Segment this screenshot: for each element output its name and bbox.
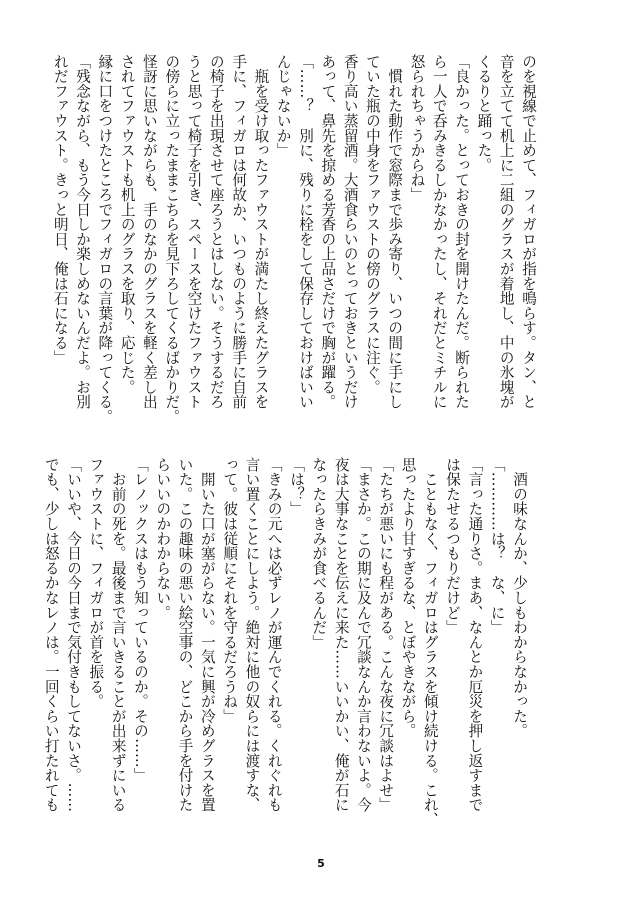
text-column: 「きみの元へは必ずレノが運んでくれる。くれぐれも xyxy=(265,457,283,813)
text-column: 「いいや、今日の今日まで気付きもしてないさ。…… xyxy=(65,457,83,813)
text-column: 「まさか。この期に及んで冗談なんか言わないよ。今 xyxy=(354,457,372,813)
text-column: でも、少しは怒るかなレノは。一回くらい打たれても xyxy=(42,457,60,813)
text-column: うと思って椅子を引き、スペースを空けたファウスト xyxy=(185,54,203,410)
text-column: ら一人で呑みきるしかなかったし、それだとミチルに xyxy=(430,54,448,410)
text-column: 「……？ 別に、残りに栓をして保存しておけばいい xyxy=(297,54,315,410)
text-column: れだファウスト。きっと明日、俺は石になる」 xyxy=(51,54,69,365)
text-column: 「…………は？ な、に」 xyxy=(488,457,506,635)
text-column: あって、鼻先を掠める芳香の上品さだけで胸が躍る。 xyxy=(319,54,337,410)
text-column: 怪訝に思いながらも、手のなかのグラスを軽く差し出 xyxy=(140,54,158,410)
text-column: らいいのかわからない。 xyxy=(154,457,172,620)
text-column: の傍らに立ったままこちらを見下ろしてくるばかりだ。 xyxy=(163,54,181,424)
text-column: こともなく、フィガロはグラスを傾け続ける。これ、 xyxy=(421,457,439,827)
text-column: 音を立てて机上に二組のグラスが着地し、中の氷塊が xyxy=(497,54,515,410)
text-column: お前の死を。最後まで言いきることが出来ずにいる xyxy=(109,457,127,813)
text-column: 「言った通りさ。まあ、なんとか厄災を押し返すまで xyxy=(466,457,484,813)
text-column: ファウストに、フィガロが首を振る。 xyxy=(87,457,105,709)
top-text-block xyxy=(48,54,539,424)
text-column: 夜は大事なことを伝えに来た……いいかい、俺が石に xyxy=(332,457,350,813)
text-column: 慣れた動作で窓際まで歩み寄り、いつの間に手にし xyxy=(386,54,404,410)
text-column: って。彼は従順にそれを守るだろうね」 xyxy=(221,457,239,724)
text-column: 「たちが悪いにも程がある。こんな夜に冗談はよせ」 xyxy=(377,457,395,813)
text-column: 香り高い蒸留酒。大酒食らいのとっておきというだけ xyxy=(341,54,359,410)
text-column: の椅子を出現させて座ろうとはしない。そうするだろ xyxy=(207,54,225,410)
text-column: くるりと踊った。 xyxy=(475,54,493,173)
bottom-text-block xyxy=(39,457,530,827)
text-column: は保たせるつもりだけど」 xyxy=(444,457,462,635)
text-column: されてファウストも机上のグラスを取り、応じた。 xyxy=(118,54,136,395)
text-column: なったらきみが食べるんだ」 xyxy=(310,457,328,650)
text-column: 手に、フィガロは何故か、いつものように勝手に自前 xyxy=(230,54,248,410)
text-column: 「は？」 xyxy=(288,457,306,517)
text-column: いた。この趣味の悪い絵空事の、どこから手を付けた xyxy=(176,457,194,813)
text-column: 酒の味なんか、少しもわからなかった。 xyxy=(511,457,528,739)
text-column: んじゃないか」 xyxy=(274,54,292,158)
text-column: 思ったより甘すぎるな、とぼやきながら。 xyxy=(399,457,417,739)
text-column: 開いた口が塞がらない。一気に興が冷めグラスを置 xyxy=(198,457,216,813)
page-number: 5 xyxy=(317,857,325,870)
text-column: 「レノックスはもう知っているのか。その……」 xyxy=(131,457,149,783)
text-column: 「残念ながら、もう今日しか楽しめないんだよ。お別 xyxy=(74,54,92,410)
text-column: 怒られちゃうからね」 xyxy=(408,54,426,202)
text-column: 言い置くことにしよう。絶対に他の奴らには渡すな、 xyxy=(243,457,261,813)
text-column: のを視線で止めて、フィガロが指を鳴らす。タン、と xyxy=(520,54,537,410)
text-column: 「良かった。とっておきの封を開けたんだ。断られた xyxy=(453,54,471,410)
text-column: 縁に口をつけたところでフィガロの言葉が降ってくる。 xyxy=(96,54,114,424)
text-column: 瓶を受け取ったファウストが満たし終えたグラスを xyxy=(252,54,270,410)
text-column: ていた瓶の中身をファウストの傍のグラスに注ぐ。 xyxy=(363,54,381,395)
